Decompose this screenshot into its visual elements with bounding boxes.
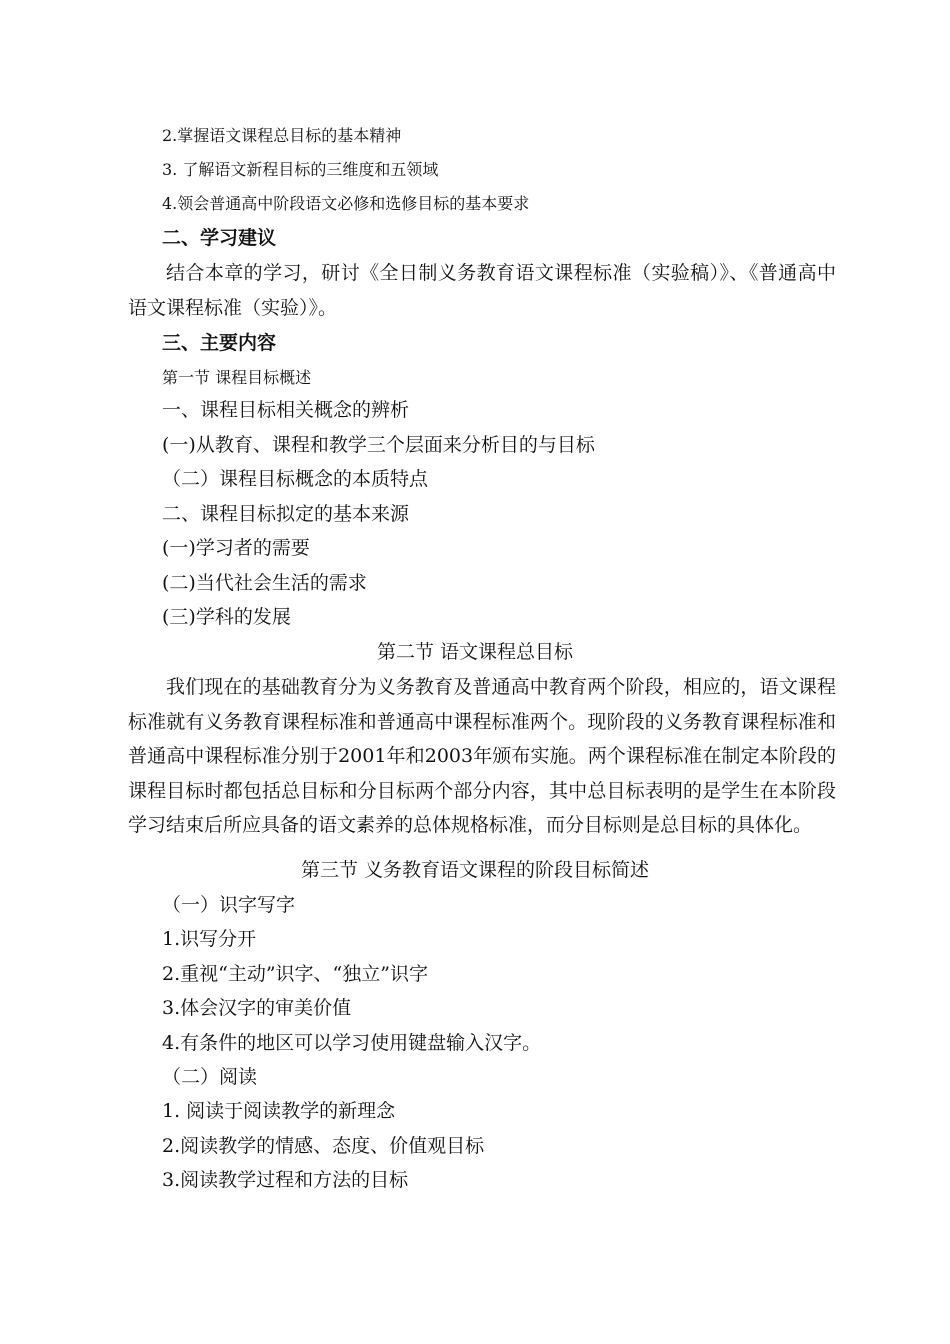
section-title-2: 第二节 语文课程总目标 (376, 641, 574, 663)
outline-item: (一)学习者的需要 (162, 537, 310, 559)
list-item: 2.阅读教学的情感、态度、价值观目标 (162, 1135, 485, 1157)
list-item: 4.有条件的地区可以学习使用键盘输入汉字。 (162, 1032, 542, 1054)
goal-item-2: 2.掌握语文课程总目标的基本精神 (162, 126, 402, 145)
heading-study-suggestions: 二、学习建议 (162, 227, 277, 249)
list-item: 1. 阅读于阅读教学的新理念 (162, 1100, 396, 1122)
heading-main-content: 三、主要内容 (162, 332, 277, 354)
outline-item: (三)学科的发展 (162, 606, 291, 628)
goal-item-3: 3. 了解语文新程目标的三维度和五领域 (162, 160, 439, 179)
paragraph-overall-goals: 我们现在的基础教育分为义务教育及普通高中教育两个阶段，相应的，语文课程标准就有义务教育课程标准和普通高中课程标准两个。现阶段的义务教育课程标准和普通高中课程标准分别于2001年和2003年颁布实施。两个课程标准在制定本阶段的课程目标时都包括总目标和分目标两个部分内容，其中总目标表明的是学生在本阶段学习结束后所应具备的语文素养的总体规格标准，而分目标则是总目标的具体化。 (128, 676, 836, 837)
list-item: 3.体会汉字的审美价值 (162, 997, 352, 1019)
list-item: 2.重视“主动”识字、“独立”识字 (162, 963, 428, 985)
paragraph-study-suggestions: 结合本章的学习，研讨《全日制义务教育语文课程标准（实验稿）》、《普通高中语文课程标准（实验）》。 (128, 262, 836, 319)
subheading-literacy: （一）识字写字 (162, 894, 296, 916)
outline-item: 一、课程目标相关概念的辨析 (162, 399, 410, 421)
goal-item-4: 4.领会普通高中阶段语文必修和选修目标的基本要求 (162, 194, 530, 213)
list-item: 3.阅读教学过程和方法的目标 (162, 1169, 409, 1191)
section-title-3: 第三节 义务教育语文课程的阶段目标简述 (300, 859, 650, 881)
list-item: 1.识写分开 (162, 928, 257, 950)
outline-item: （二）课程目标概念的本质特点 (162, 468, 429, 490)
section-title-1: 第一节 课程目标概述 (162, 368, 312, 387)
outline-item: 二、课程目标拟定的基本来源 (162, 503, 410, 525)
subheading-reading: （二）阅读 (162, 1066, 258, 1088)
outline-item: (一)从教育、课程和教学三个层面来分析目的与目标 (162, 434, 595, 456)
outline-item: (二)当代社会生活的需求 (162, 572, 367, 594)
